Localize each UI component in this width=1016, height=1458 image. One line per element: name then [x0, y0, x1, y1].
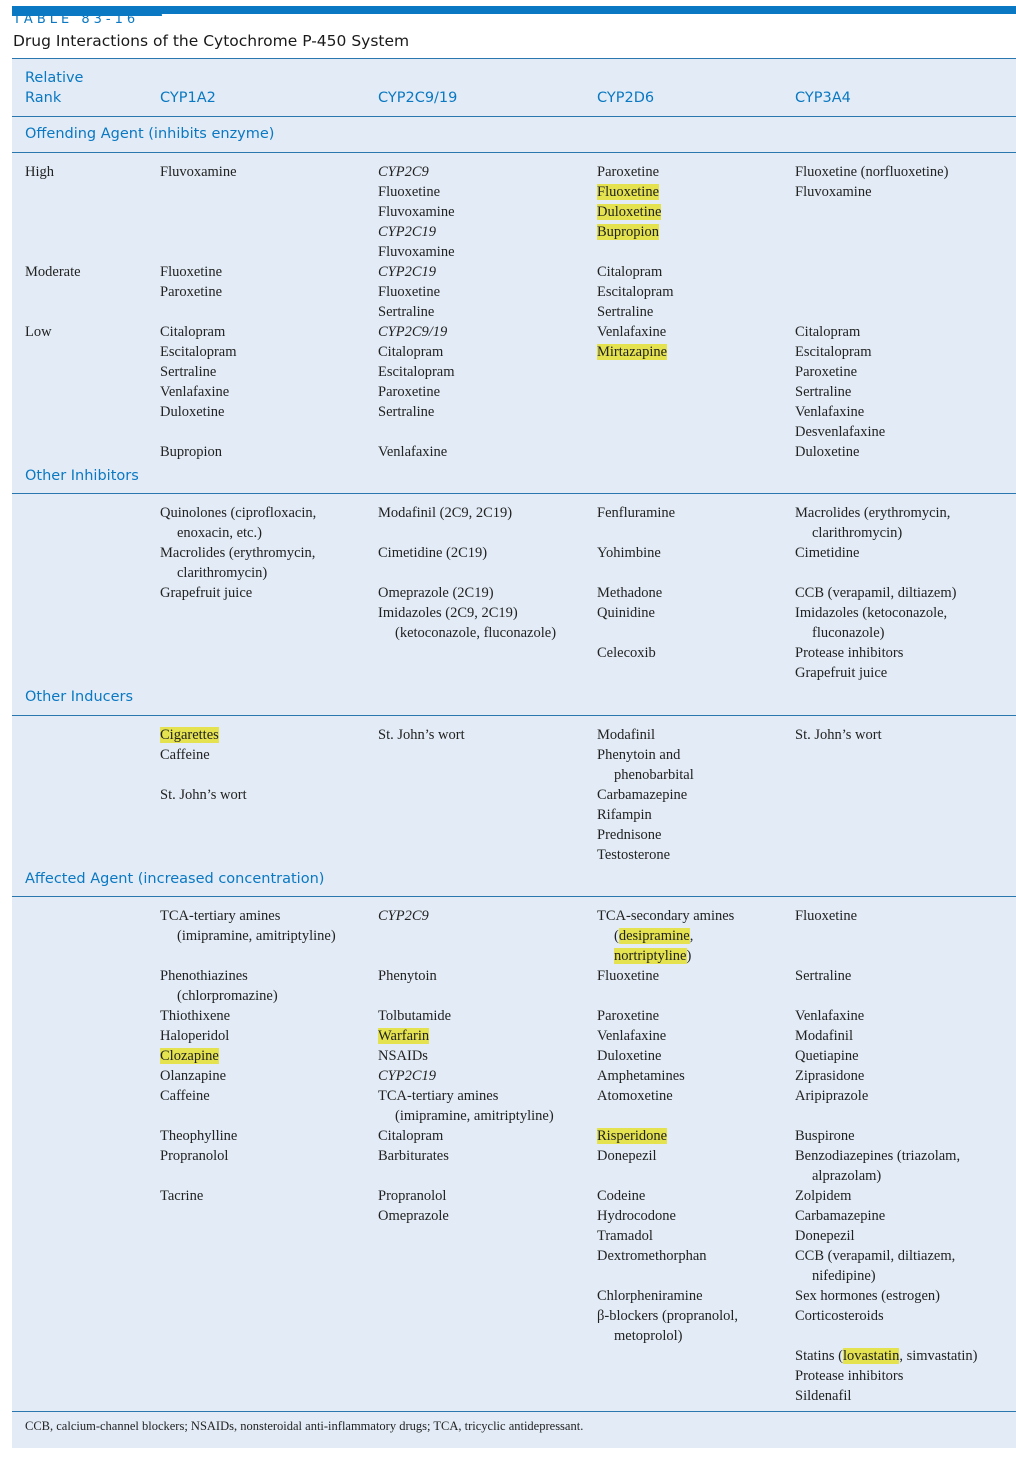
top-accent-bar: [12, 6, 1016, 14]
drug-entry: [597, 946, 738, 966]
drug-entry: phenobarbital: [614, 767, 694, 783]
drug-entry: Sertraline: [378, 404, 435, 420]
drug-entry: Escitalopram: [795, 344, 872, 360]
header-col-cyp2d6: CYP2D6: [597, 90, 655, 106]
footnote-rule: [12, 1411, 1016, 1412]
drug-entry: CYP2C9: [378, 908, 429, 924]
drug-entry: [378, 946, 554, 966]
drug-entry: Olanzapine: [160, 1068, 227, 1084]
drug-entry: [160, 1166, 336, 1186]
drug-entry: Donepezil: [795, 1228, 855, 1244]
drug-entry: Theophylline: [160, 1128, 238, 1144]
drug-entry: Quetiapine: [795, 1048, 859, 1064]
drug-entry: Cimetidine: [795, 545, 860, 561]
cell-cyp3a4: [795, 725, 882, 745]
drug-entry: Escitalopram: [597, 284, 674, 300]
table-number: TABLE 83-16: [13, 12, 140, 27]
drug-entry: Protease inhibitors: [795, 1368, 904, 1384]
drug-entry: Fluoxetine: [378, 184, 441, 200]
drug-entry: Duloxetine: [795, 444, 860, 460]
drug-entry: Sertraline: [378, 304, 435, 320]
drug-entry: Fluvoxamine: [795, 184, 872, 200]
drug-entry: Aripiprazole: [795, 1088, 869, 1104]
cell-cyp2c9-19: [378, 503, 556, 643]
drug-entry: Benzodiazepines (triazolam,: [795, 1148, 961, 1164]
drug-entry: Tacrine: [160, 1188, 204, 1204]
text-segment: Statins (: [795, 1348, 843, 1364]
cell-cyp3a4: [795, 322, 885, 462]
drug-entry: Fluoxetine: [795, 908, 858, 924]
drug-entry: [378, 1166, 554, 1186]
header-rank-line1: Relative: [25, 70, 84, 86]
highlighted-drug: Clozapine: [160, 1048, 219, 1064]
drug-entry: Protease inhibitors: [795, 645, 904, 661]
drug-entry: CCB (verapamil, diltiazem): [795, 585, 957, 601]
drug-entry: Hydrocodone: [597, 1208, 676, 1224]
drug-entry: Venlafaxine: [160, 384, 230, 400]
drug-entry: Citalopram: [795, 324, 861, 340]
header-rank-line2: Rank: [25, 90, 62, 106]
drug-entry: Rifampin: [597, 807, 652, 823]
drug-entry: Phenothiazines: [160, 968, 248, 984]
header-bottom-rule: [12, 116, 1016, 117]
drug-entry: [597, 1166, 738, 1186]
drug-entry: Phenytoin: [378, 968, 437, 984]
drug-entry: [378, 422, 455, 442]
footnote: CCB, calcium-channel blockers; NSAIDs, nonsteroidal anti-inflammatory drugs; TCA, tricyclic antidepressant.: [25, 1419, 584, 1433]
drug-entry: [795, 1106, 977, 1126]
drug-entry: Fluvoxamine: [378, 204, 455, 220]
drug-entry: Carbamazepine: [597, 787, 688, 803]
highlighted-drug: Cigarettes: [160, 727, 219, 743]
cell-cyp2d6: [597, 503, 675, 663]
drug-entry: Grapefruit juice: [160, 585, 253, 601]
drug-entry: metoprolol): [614, 1328, 683, 1344]
drug-entry: [795, 1346, 977, 1366]
drug-entry: Fluoxetine (norfluoxetine): [795, 164, 949, 180]
drug-entry: Quinolones (ciprofloxacin,: [160, 505, 317, 521]
drug-entry: Paroxetine: [378, 384, 441, 400]
drug-entry: Phenytoin and: [597, 747, 681, 763]
drug-entry: Celecoxib: [597, 645, 656, 661]
drug-entry: Dextromethorphan: [597, 1248, 707, 1264]
text-segment: ,: [689, 928, 694, 944]
drug-entry: Corticosteroids: [795, 1308, 884, 1324]
drug-entry: Sertraline: [795, 968, 852, 984]
cell-cyp2d6: [597, 162, 661, 242]
drug-entry: Fluoxetine: [160, 264, 223, 280]
drug-entry: Macrolides (erythromycin,: [160, 545, 316, 561]
drug-entry: Paroxetine: [597, 1008, 660, 1024]
drug-entry: Paroxetine: [795, 364, 858, 380]
section-title: Other Inhibitors: [25, 468, 139, 484]
drug-entry: Tramadol: [597, 1228, 653, 1244]
cell-cyp2c9-19: [378, 725, 465, 745]
drug-entry: Propranolol: [378, 1188, 447, 1204]
cell-cyp1a2: [160, 162, 237, 182]
drug-entry: Zolpidem: [795, 1188, 852, 1204]
highlighted-drug: desipramine: [618, 928, 690, 944]
cell-cyp3a4: [795, 162, 948, 202]
drug-entry: NSAIDs: [378, 1048, 428, 1064]
rank-label: Low: [25, 324, 52, 340]
cell-cyp2c9-19: [378, 906, 554, 1226]
drug-entry: [378, 563, 556, 583]
drug-entry: [597, 623, 675, 643]
highlighted-drug: Fluoxetine: [597, 184, 660, 200]
drug-entry: [160, 765, 247, 785]
cell-cyp2c9-19: [378, 162, 455, 262]
cell-cyp1a2: [160, 262, 222, 302]
drug-entry: Fluvoxamine: [160, 164, 237, 180]
cell-cyp1a2: [160, 906, 336, 1206]
drug-entry: (chlorpromazine): [177, 988, 278, 1004]
drug-entry: Omeprazole: [378, 1208, 449, 1224]
drug-entry: Paroxetine: [597, 164, 660, 180]
highlighted-drug: Mirtazapine: [597, 344, 668, 360]
cell-cyp2d6: [597, 322, 667, 362]
cell-cyp2d6: [597, 906, 738, 1346]
drug-entry: Escitalopram: [378, 364, 455, 380]
section-title: Other Inducers: [25, 689, 134, 705]
drug-entry: TCA-secondary amines: [597, 908, 735, 924]
drug-entry: [378, 523, 556, 543]
drug-entry: Venlafaxine: [795, 1008, 865, 1024]
drug-entry: TCA-tertiary amines: [160, 908, 281, 924]
header-col-cyp3a4: CYP3A4: [795, 90, 851, 106]
drug-entry: Fluoxetine: [597, 968, 660, 984]
drug-entry: [795, 1326, 977, 1346]
section-rule: [12, 152, 1016, 153]
drug-entry: Duloxetine: [597, 1048, 662, 1064]
drug-entry: Caffeine: [160, 747, 210, 763]
section-rule: [12, 493, 1016, 494]
drug-entry: β-blockers (propranolol,: [597, 1308, 739, 1324]
drug-entry: [597, 926, 738, 946]
cell-cyp1a2: [160, 503, 316, 603]
drug-entry: [160, 946, 336, 966]
drug-entry: [597, 523, 675, 543]
drug-entry: [160, 1106, 336, 1126]
drug-entry: Carbamazepine: [795, 1208, 886, 1224]
drug-entry: enoxacin, etc.): [177, 525, 262, 541]
drug-entry: [160, 422, 237, 442]
drug-entry: Venlafaxine: [597, 1028, 667, 1044]
drug-entry: Yohimbine: [597, 545, 661, 561]
drug-entry: Fluoxetine: [378, 284, 441, 300]
drug-entry: [597, 202, 661, 222]
drug-entry: St. John’s wort: [795, 727, 882, 743]
drug-entry: [378, 1026, 554, 1046]
drug-entry: Donepezil: [597, 1148, 657, 1164]
drug-entry: [597, 563, 675, 583]
drug-entry: [597, 986, 738, 1006]
drug-entry: Barbiturates: [378, 1148, 449, 1164]
drug-entry: [597, 1266, 738, 1286]
drug-entry: Sildenafil: [795, 1388, 852, 1404]
rank-label: Moderate: [25, 264, 81, 280]
drug-entry: Escitalopram: [160, 344, 237, 360]
drug-entry: St. John’s wort: [378, 727, 465, 743]
drug-entry: Codeine: [597, 1188, 646, 1204]
drug-entry: Sertraline: [795, 384, 852, 400]
drug-entry: Citalopram: [378, 344, 444, 360]
drug-entry: [597, 342, 667, 362]
drug-entry: Paroxetine: [160, 284, 223, 300]
highlighted-drug: nortriptyline: [614, 948, 687, 964]
drug-entry: Duloxetine: [160, 404, 225, 420]
drug-entry: [795, 926, 977, 946]
drug-entry: Caffeine: [160, 1088, 210, 1104]
drug-entry: Citalopram: [378, 1128, 444, 1144]
drug-entry: Bupropion: [160, 444, 223, 460]
drug-entry: St. John’s wort: [160, 787, 247, 803]
drug-entry: nifedipine): [812, 1268, 876, 1284]
drug-entry: Chlorpheniramine: [597, 1288, 703, 1304]
drug-entry: Omeprazole (2C19): [378, 585, 494, 601]
drug-entry: Modafinil: [795, 1028, 853, 1044]
highlighted-drug: lovastatin: [842, 1348, 900, 1364]
drug-entry: CYP2C9/19: [378, 324, 448, 340]
drug-entry: Tolbutamide: [378, 1008, 452, 1024]
drug-entry: Testosterone: [597, 847, 671, 863]
highlighted-drug: Duloxetine: [597, 204, 662, 220]
drug-entry: clarithromycin): [812, 525, 903, 541]
drug-entry: fluconazole): [812, 625, 885, 641]
drug-entry: [597, 182, 661, 202]
drug-entry: Thiothixene: [160, 1008, 231, 1024]
drug-entry: Prednisone: [597, 827, 662, 843]
drug-entry: Propranolol: [160, 1148, 229, 1164]
table-title: Drug Interactions of the Cytochrome P-450 System: [13, 32, 410, 50]
drug-entry: [378, 986, 554, 1006]
drug-entry: Sertraline: [597, 304, 654, 320]
drug-entry: Fluvoxamine: [378, 244, 455, 260]
highlighted-drug: Risperidone: [597, 1128, 668, 1144]
header-col-cyp1a2: CYP1A2: [160, 90, 216, 106]
drug-entry: [795, 986, 977, 1006]
drug-entry: Sertraline: [160, 364, 217, 380]
drug-entry: Venlafaxine: [795, 404, 865, 420]
cell-cyp2c9-19: [378, 322, 455, 462]
drug-entry: TCA-tertiary amines: [378, 1088, 499, 1104]
drug-entry: Citalopram: [160, 324, 226, 340]
text-segment: ): [686, 948, 692, 964]
drug-entry: Macrolides (erythromycin,: [795, 505, 951, 521]
cell-cyp1a2: [160, 322, 237, 462]
cell-cyp1a2: [160, 725, 247, 805]
section-rule: [12, 896, 1016, 897]
drug-entry: Atomoxetine: [597, 1088, 673, 1104]
text-segment: , simvastatin): [899, 1348, 978, 1364]
header-col-cyp2c9-19: CYP2C9/19: [378, 90, 458, 106]
drug-entry: Imidazoles (2C9, 2C19): [378, 605, 518, 621]
drug-entry: [597, 1106, 738, 1126]
cell-cyp3a4: [795, 503, 956, 683]
drug-entry: Quinidine: [597, 605, 655, 621]
section-title: Offending Agent (inhibits enzyme): [25, 126, 275, 142]
drug-entry: Haloperidol: [160, 1028, 230, 1044]
drug-entry: Grapefruit juice: [795, 665, 888, 681]
drug-entry: (imipramine, amitriptyline): [177, 928, 336, 944]
drug-entry: Venlafaxine: [597, 324, 667, 340]
drug-entry: CYP2C19: [378, 264, 437, 280]
drug-entry: [597, 222, 661, 242]
highlighted-drug: Bupropion: [597, 224, 660, 240]
drug-entry: [597, 1126, 738, 1146]
drug-entry: CYP2C9: [378, 164, 429, 180]
drug-entry: CYP2C19: [378, 224, 437, 240]
text-segment: (: [614, 928, 619, 944]
drug-entry: Cimetidine (2C19): [378, 545, 488, 561]
drug-entry: Sex hormones (estrogen): [795, 1288, 940, 1304]
drug-entry: CCB (verapamil, diltiazem,: [795, 1248, 956, 1264]
drug-entry: [795, 946, 977, 966]
drug-entry: (ketoconazole, fluconazole): [395, 625, 557, 641]
drug-entry: Imidazoles (ketoconazole,: [795, 605, 948, 621]
drug-entry: CYP2C19: [378, 1068, 437, 1084]
drug-entry: Desvenlafaxine: [795, 424, 886, 440]
drug-entry: [378, 926, 554, 946]
drug-entry: Ziprasidone: [795, 1068, 865, 1084]
drug-entry: Buspirone: [795, 1128, 855, 1144]
highlighted-drug: Warfarin: [378, 1028, 430, 1044]
drug-entry: Amphetamines: [597, 1068, 685, 1084]
drug-entry: (imipramine, amitriptyline): [395, 1108, 554, 1124]
drug-entry: alprazolam): [812, 1168, 882, 1184]
cell-cyp2d6: [597, 262, 674, 322]
drug-entry: Methadone: [597, 585, 663, 601]
drug-entry: clarithromycin): [177, 565, 268, 581]
cell-cyp2d6: [597, 725, 694, 865]
drug-entry: Citalopram: [597, 264, 663, 280]
drug-entry: [160, 725, 247, 745]
drug-entry: Venlafaxine: [378, 444, 448, 460]
rank-label: High: [25, 164, 54, 180]
drug-entry: Modafinil (2C9, 2C19): [378, 505, 513, 521]
drug-entry: [160, 1046, 336, 1066]
header-top-rule: [12, 58, 1016, 59]
drug-entry: Fenfluramine: [597, 505, 676, 521]
section-title: Affected Agent (increased concentration): [25, 871, 325, 887]
drug-entry: Modafinil: [597, 727, 655, 743]
cell-cyp2c9-19: [378, 262, 440, 322]
drug-entry: [795, 563, 956, 583]
cell-cyp3a4: [795, 906, 977, 1406]
section-rule: [12, 715, 1016, 716]
